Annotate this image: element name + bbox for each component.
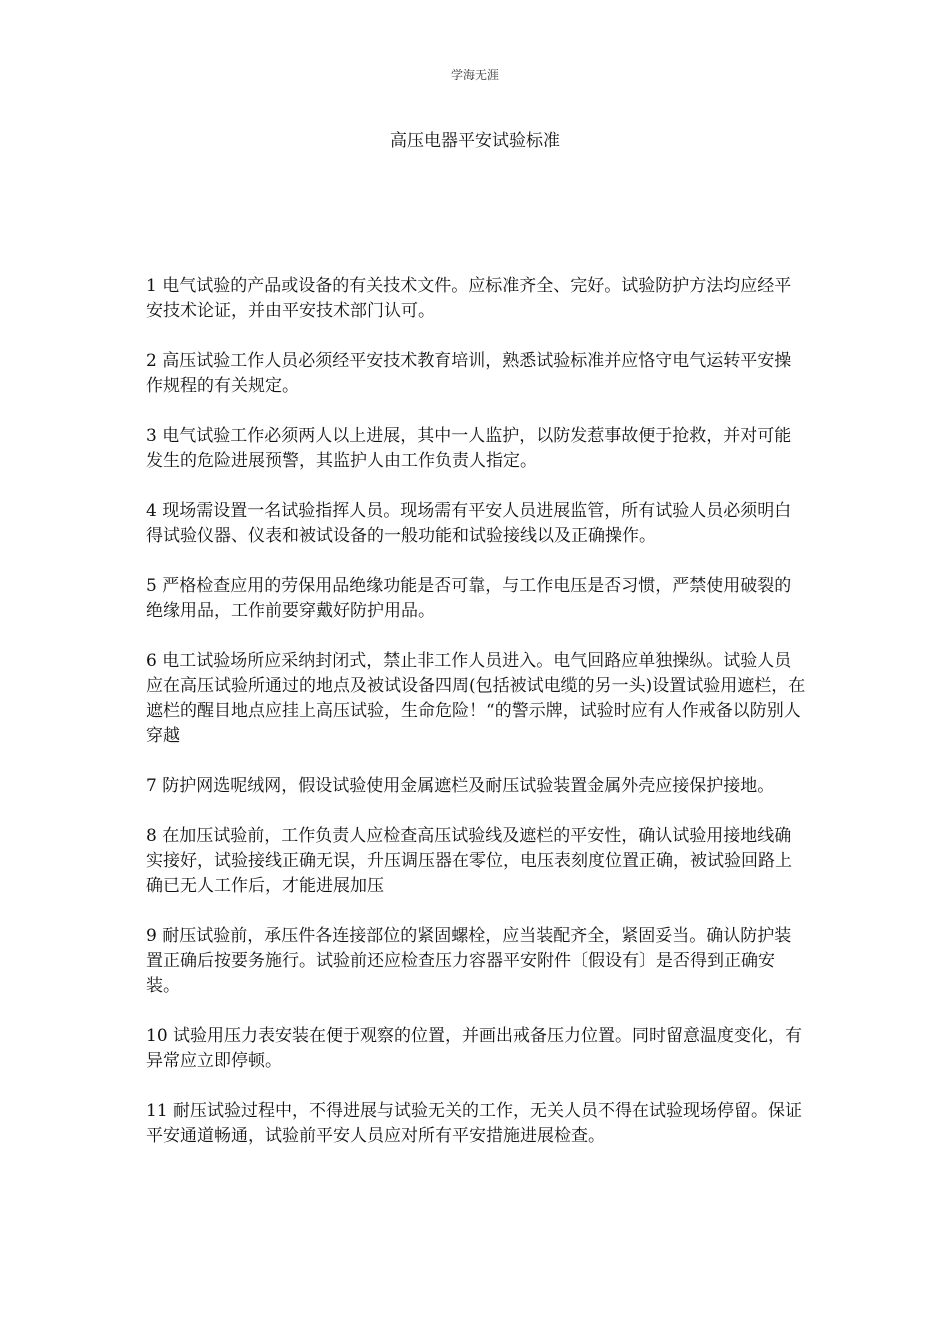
paragraph-6: 6 电工试验场所应采纳封闭式，禁止非工作人员进入。电气回路应单独操纵。试验人员应在高压试验所通过的地点及被试设备四周(包括被试电缆的另一头)设置试验用遮栏，在遮栏的醒目地点应挂上高压试验，生命危险！“的警示牌，试验时应有人作戒备以防别人穿越 [146, 651, 806, 746]
paragraph-3: 3 电气试验工作必须两人以上进展，其中一人监护，以防发惹事故便于抢救，并对可能发生的危险进展预警，其监护人由工作负责人指定。 [146, 426, 792, 471]
paragraph-11: 11 耐压试验过程中，不得进展与试验无关的工作，无关人员不得在试验现场停留。保证平安通道畅通，试验前平安人员应对所有平安措施进展检查。 [146, 1101, 803, 1146]
paragraph-4: 4 现场需设置一名试验指挥人员。现场需有平安人员进展监管，所有试验人员必须明白得试验仪器、仪表和被试设备的一般功能和试验接线以及正确操作。 [146, 501, 792, 546]
paragraph-8: 8 在加压试验前，工作负责人应检查高压试验线及遮栏的平安性，确认试验用接地线确实接好，试验接线正确无误，升压调压器在零位，电压表刻度位置正确，被试验回路上确已无人工作后，才能进展加压 [146, 826, 792, 896]
paragraph-7: 7 防护网选呢绒网，假设试验使用金属遮栏及耐压试验装置金属外壳应接保护接地。 [146, 776, 775, 796]
paragraph-9: 9 耐压试验前，承压件各连接部位的紧固螺栓，应当装配齐全，紧固妥当。确认防护装置正确后按要务施行。试验前还应检查压力容器平安附件〔假设有〕是否得到正确安装。 [146, 926, 792, 996]
document-body [146, 274, 806, 1174]
document-title: 高压电器平安试验标准 [390, 131, 560, 151]
paragraph-5: 5 严格检查应用的劳保用品绝缘功能是否可靠，与工作电压是否习惯，严禁使用破裂的绝缘用品，工作前要穿戴好防护用品。 [146, 576, 792, 621]
paragraph-2: 2 高压试验工作人员必须经平安技术教育培训，熟悉试验标准并应恪守电气运转平安操作规程的有关规定。 [146, 351, 792, 396]
paragraph-1: 1 电气试验的产品或设备的有关技术文件。应标准齐全、完好。试验防护方法均应经平安技术论证，并由平安技术部门认可。 [146, 276, 792, 321]
page-header: 学海无涯 [450, 68, 499, 82]
paragraph-10: 10 试验用压力表安装在便于观察的位置，并画出戒备压力位置。同时留意温度变化，有异常应立即停顿。 [146, 1026, 803, 1071]
